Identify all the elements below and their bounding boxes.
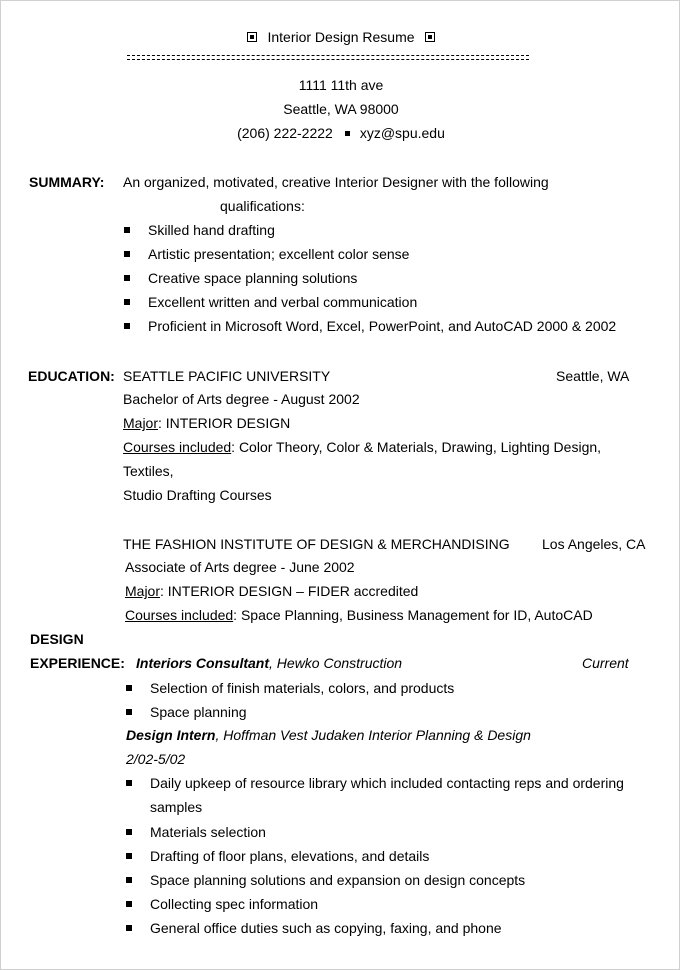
summary-item: Skilled hand drafting xyxy=(148,222,275,238)
summary-item: Creative space planning solutions xyxy=(148,270,358,286)
school1-degree: Bachelor of Arts degree - August 2002 xyxy=(123,391,360,407)
square-bullet-icon xyxy=(345,131,350,136)
major-value: : INTERIOR DESIGN – FIDER accredited xyxy=(160,583,419,599)
bullet-icon xyxy=(126,685,132,691)
summary-intro-cont: qualifications: xyxy=(220,198,305,214)
major-value: : INTERIOR DESIGN xyxy=(158,415,291,431)
school1-extra: Studio Drafting Courses xyxy=(123,487,272,503)
major-label: Major xyxy=(125,583,161,599)
bullet-icon xyxy=(124,275,130,281)
job-item: Materials selection xyxy=(150,824,266,840)
job-title: Interiors Consultant xyxy=(136,655,270,671)
bullet-icon xyxy=(126,780,132,786)
bullet-icon xyxy=(124,251,130,257)
school2-location: Los Angeles, CA xyxy=(542,536,646,552)
bullet-icon xyxy=(124,323,130,329)
bullet-icon xyxy=(126,829,132,835)
school2-courses xyxy=(125,606,593,624)
school1-courses xyxy=(123,438,601,456)
job2-heading xyxy=(126,726,531,744)
job-title: Design Intern xyxy=(126,727,216,743)
box-bullet-icon xyxy=(247,32,257,42)
experience-label-line1: DESIGN xyxy=(30,631,84,647)
experience-label-line2: EXPERIENCE: xyxy=(30,655,125,671)
job-item: Daily upkeep of resource library which included contacting reps and ordering xyxy=(150,775,624,791)
school1-courses-cont: Textiles, xyxy=(123,463,174,479)
courses-label: Courses included xyxy=(123,439,232,455)
summary-label: SUMMARY: xyxy=(29,174,105,190)
bullet-icon xyxy=(126,853,132,859)
job1-heading xyxy=(136,654,402,672)
job-item: General office duties such as copying, faxing, and phone xyxy=(150,920,502,936)
school1-name: SEATTLE PACIFIC UNIVERSITY xyxy=(123,368,331,384)
job-company: , Hewko Construction xyxy=(269,655,403,671)
job1-date: Current xyxy=(582,655,629,671)
school1-major xyxy=(123,414,290,432)
title-text: Interior Design Resume xyxy=(267,29,415,45)
address-line1: 1111 11th ave xyxy=(298,77,384,93)
summary-item: Artistic presentation; excellent color sense xyxy=(148,246,410,262)
job-item: Selection of finish materials, colors, and products xyxy=(150,680,455,696)
phone: (206) 222-2222 xyxy=(237,125,333,141)
major-label: Major xyxy=(123,415,159,431)
email: xyz@spu.edu xyxy=(359,125,445,141)
bullet-icon xyxy=(126,709,132,715)
bullet-icon xyxy=(124,299,130,305)
school2-name: THE FASHION INSTITUTE OF DESIGN & MERCHANDISING xyxy=(123,536,510,552)
summary-item: Proficient in Microsoft Word, Excel, PowerPoint, and AutoCAD 2000 & 2002 xyxy=(148,318,617,334)
job-item: Space planning xyxy=(150,704,247,720)
job2-date: 2/02-5/02 xyxy=(126,751,186,767)
courses-value: : Color Theory, Color & Materials, Drawing, Lighting Design, xyxy=(231,439,602,455)
job-item: Drafting of floor plans, elevations, and details xyxy=(150,848,430,864)
resume-title xyxy=(1,28,680,46)
bullet-icon xyxy=(124,227,130,233)
job-item: Space planning solutions and expansion on design concepts xyxy=(150,872,526,888)
address-line2: Seattle, WA 98000 xyxy=(283,101,399,117)
job-company: , Hoffman Vest Judaken Interior Planning & Design xyxy=(215,727,531,743)
separator-line xyxy=(127,55,529,60)
school1-location: Seattle, WA xyxy=(556,368,630,384)
job-item-cont: samples xyxy=(150,799,203,815)
bullet-icon xyxy=(126,877,132,883)
job-item: Collecting spec information xyxy=(150,896,319,912)
courses-value: : Space Planning, Business Management for ID, AutoCAD xyxy=(233,607,593,623)
summary-item: Excellent written and verbal communication xyxy=(148,294,418,310)
summary-intro: An organized, motivated, creative Interior Designer with the following xyxy=(123,174,549,190)
education-label: EDUCATION: xyxy=(28,368,115,384)
bullet-icon xyxy=(126,901,132,907)
box-bullet-icon xyxy=(425,32,435,42)
school2-degree: Associate of Arts degree - June 2002 xyxy=(125,559,355,575)
contact-line xyxy=(1,124,680,142)
school2-major xyxy=(125,582,418,600)
bullet-icon xyxy=(126,925,132,931)
courses-label: Courses included xyxy=(125,607,234,623)
